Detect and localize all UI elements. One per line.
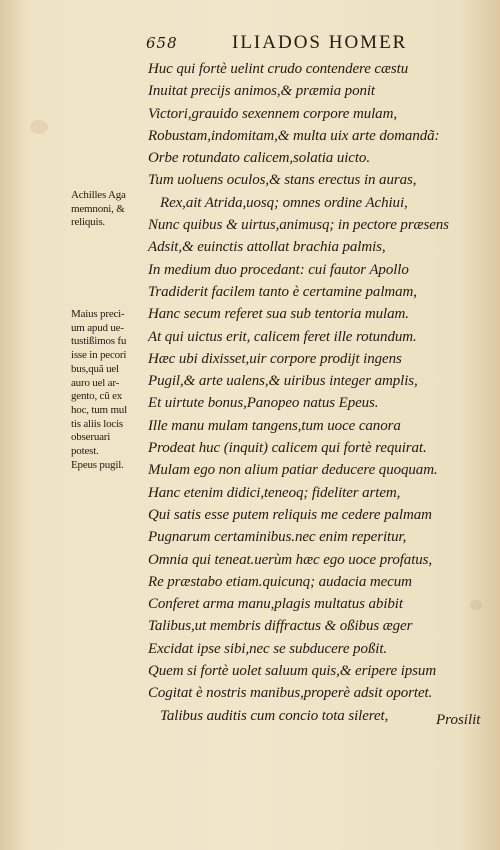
- verse-line: Ille manu mulam tangens,tum uoce canora: [148, 417, 401, 434]
- running-head: ILIADOS HOMER: [232, 32, 408, 53]
- verse-line: At qui uictus erit, calicem feret ille rotundum.: [148, 328, 417, 345]
- margin-note-line: um apud ue-: [71, 321, 124, 334]
- verse-line: Qui satis esse putem reliquis me cedere palmam: [148, 506, 432, 523]
- margin-note-line: Achilles Aga: [71, 189, 126, 201]
- verse-line: In medium duo procedant: cui fautor Apollo: [148, 261, 409, 278]
- verse-line: Talibus,ut membris diffractus & oßibus æger: [148, 618, 413, 635]
- verse-line: Huc qui fortè uelint crudo contendere cæstu: [148, 61, 409, 77]
- verse-line: Nunc quibus & uirtus,animusq; in pectore præsens: [148, 217, 449, 234]
- verse-line: Hanc secum referet sua sub tentoria mulam.: [148, 306, 409, 323]
- verse-line: Talibus auditis cum concio tota sileret,: [160, 707, 389, 724]
- page-header: [146, 32, 476, 54]
- margin-note-line: auro uel ar-: [71, 376, 120, 389]
- verse-line: Omnia qui teneat.uerùm hæc ego uoce profatus,: [148, 551, 433, 568]
- verse-line: Mulam ego non alium patiar deducere quoquam.: [148, 462, 438, 479]
- margin-note-line: reliquis.: [71, 216, 105, 229]
- verse-line: Inuitat precijs animos,& præmia ponit: [148, 83, 375, 100]
- margin-note-line: tis aliis locis: [71, 417, 124, 430]
- margin-note-line: obseruari: [71, 431, 111, 444]
- verse-line: Excidat ipse sibi,nec se subducere poßit.: [148, 640, 388, 657]
- verse-line: Quem si fortè uolet saluum quis,& eripere ipsum: [148, 663, 437, 680]
- verse-line: Robustam,indomitam,& multa uix arte domandã:: [148, 127, 440, 144]
- verse-line: Hæc ubi dixisset,uir corpore prodijt ingens: [148, 350, 402, 367]
- verse-line: Pugnarum certaminibus.nec enim reperitur,: [148, 529, 407, 546]
- verse-line: Conferet arma manu,plagis multatus abibit: [148, 596, 403, 613]
- verse-line: Orbe rotundato calicem,solatia uicto.: [148, 150, 370, 167]
- margin-note-line: memnoni, &: [71, 202, 125, 215]
- catchword: Prosilit: [436, 712, 481, 728]
- verse-line: Tradiderit facilem tanto è certamine palmam,: [148, 283, 417, 300]
- margin-note-line: bus,quã uel: [71, 362, 119, 375]
- verse-line: Tum uoluens oculos,& stans erectus in auras,: [148, 172, 417, 189]
- verse-line: Hanc etenim didici,teneoq; fideliter artem,: [148, 484, 401, 501]
- verse-line: Victori,grauido sexennem corpore mulam,: [148, 105, 397, 122]
- verse-line: Cogitat è nostris manibus,properè adsit oportet.: [148, 685, 433, 702]
- verse-line: Prodeat huc (inquit) calicem qui fortè requirat.: [148, 440, 427, 457]
- foxing-spot: [30, 120, 48, 134]
- margin-note-line: isse in pecori: [71, 349, 127, 362]
- verse-line: Pugil,& arte ualens,& uiribus integer amplis,: [148, 373, 418, 390]
- verse-line: Re præstabo etiam.quicunq; audacia mecum: [148, 573, 412, 590]
- margin-note-line: Epeus pugil.: [71, 458, 124, 471]
- verse-line: Rex,ait Atrida,uosq; omnes ordine Achiui,: [160, 194, 408, 211]
- margin-note-line: potest.: [71, 445, 99, 458]
- margin-note-line: tustißimos fu: [71, 335, 127, 348]
- verse-line: Adsit,& euinctis attollat brachia palmis,: [148, 239, 386, 256]
- margin-note-achilles: [71, 189, 149, 230]
- margin-note-maius: [71, 308, 149, 472]
- margin-note-line: Maius preci-: [71, 308, 125, 320]
- verse-text: [148, 58, 493, 727]
- verse-line: Et uirtute bonus,Panopeo natus Epeus.: [148, 395, 379, 412]
- page-number: 658: [146, 34, 178, 52]
- margin-note-line: hoc, tum mul: [71, 403, 127, 416]
- margin-note-line: gento, cũ ex: [71, 390, 123, 403]
